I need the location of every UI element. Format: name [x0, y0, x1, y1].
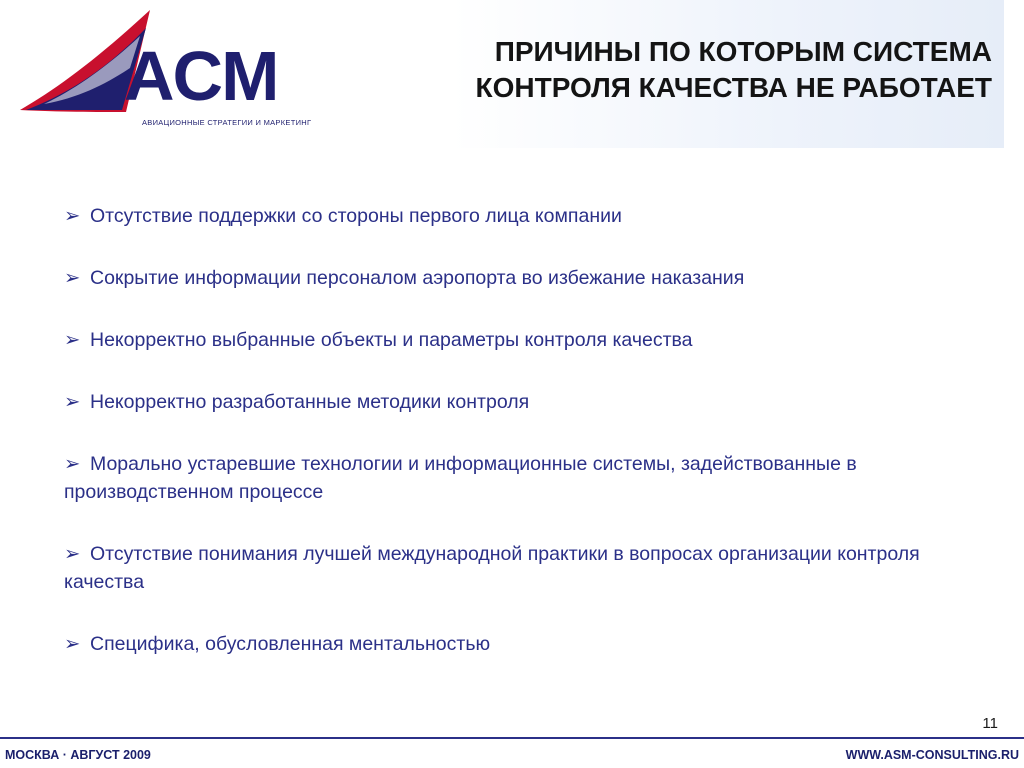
- arrowhead-icon: ➢: [64, 453, 81, 475]
- bullet-item: [64, 540, 964, 596]
- bullet-list: [64, 202, 964, 692]
- bullet-text: Некорректно выбранные объекты и параметры контроля качества: [90, 329, 693, 351]
- slide-title: [476, 34, 992, 107]
- arrowhead-icon: ➢: [64, 391, 81, 413]
- bullet-text: Отсутствие понимания лучшей международной практики в вопросах организации контроля качества: [64, 543, 920, 593]
- bullet-text: Специфика, обусловленная ментальностью: [90, 633, 491, 655]
- slide-title-line-2: КОНТРОЛЯ КАЧЕСТВА НЕ РАБОТАЕТ: [475, 72, 992, 104]
- arrowhead-icon: ➢: [64, 205, 81, 227]
- bullet-text: Некорректно разработанные методики контроля: [90, 391, 530, 413]
- logo-wordmark: ACM: [124, 37, 278, 115]
- logo: [18, 8, 312, 127]
- bullet-text: Морально устаревшие технологии и информационные системы, задействованные в производственном процессе: [64, 453, 857, 503]
- page-number: 11: [982, 715, 998, 732]
- bullet-item: [64, 630, 964, 658]
- arrowhead-icon: ➢: [64, 543, 81, 565]
- bullet-item: [64, 264, 964, 292]
- bullet-item: [64, 326, 964, 354]
- logo-tagline: АВИАЦИОННЫЕ СТРАТЕГИИ И МАРКЕТИНГ: [142, 118, 312, 127]
- bullet-text: Отсутствие поддержки со стороны первого лица компании: [90, 205, 622, 227]
- arrowhead-icon: ➢: [64, 329, 81, 351]
- arrowhead-icon: ➢: [64, 633, 81, 655]
- bullet-item: [64, 202, 964, 230]
- logo-graphic: [18, 8, 298, 120]
- footer-location-date: МОСКВА · АВГУСТ 2009: [5, 748, 151, 762]
- arrowhead-icon: ➢: [64, 267, 81, 289]
- bullet-text: Сокрытие информации персоналом аэропорта во избежание наказания: [90, 267, 745, 289]
- bullet-item: [64, 388, 964, 416]
- footer-divider: [0, 737, 1024, 739]
- slide-title-line-1: ПРИЧИНЫ ПО КОТОРЫМ СИСТЕМА: [494, 36, 992, 67]
- bullet-item: [64, 450, 964, 506]
- footer-website: WWW.ASM-CONSULTING.RU: [845, 748, 1019, 762]
